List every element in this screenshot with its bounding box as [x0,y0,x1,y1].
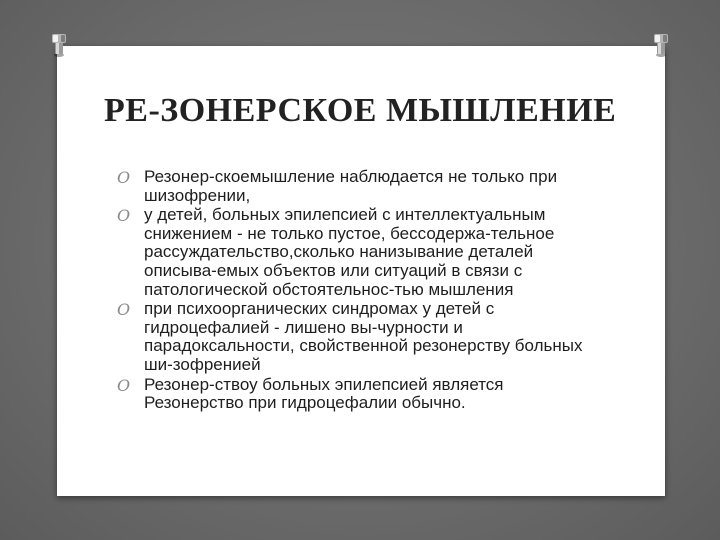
bullet-item [117,168,597,205]
bullet-text: при психоорганических синдромах у детей с гидроцефалией - лишено вы-чурности и парадоксальности, свойственной резонерству больных ши-зофренией [144,299,583,374]
bullet-item [117,300,597,374]
bullet-marker-icon: O [117,300,131,320]
bullet-item [117,206,597,299]
bullet-marker-icon: O [117,168,131,187]
bullet-item [117,376,597,413]
bullet-list [117,168,597,414]
bullet-marker-icon: O [117,206,131,226]
slide-title: РЕ-ЗОНЕРСКОЕ МЫШЛЕНИЕ [104,92,617,129]
pushpin-icon [49,32,69,58]
bullet-marker-icon: O [117,375,131,395]
bullet-text: Резонер-ствоу больных эпилепсией является Резонерство при гидроцефалии обычно. [144,374,504,413]
bullet-text: у детей, больных эпилепсией с интеллектуальным снижением - не только пустое, бессодержа-тельное рассуждательство,сколько нанизывание деталей описыва-емых объектов или ситуаций в связи с патологической обстоятельнос-тью мышления [144,205,555,299]
pushpin-icon [651,32,671,58]
bullet-text: Резонер-скоемышление наблюдается не только при шизофрении, [144,167,558,205]
